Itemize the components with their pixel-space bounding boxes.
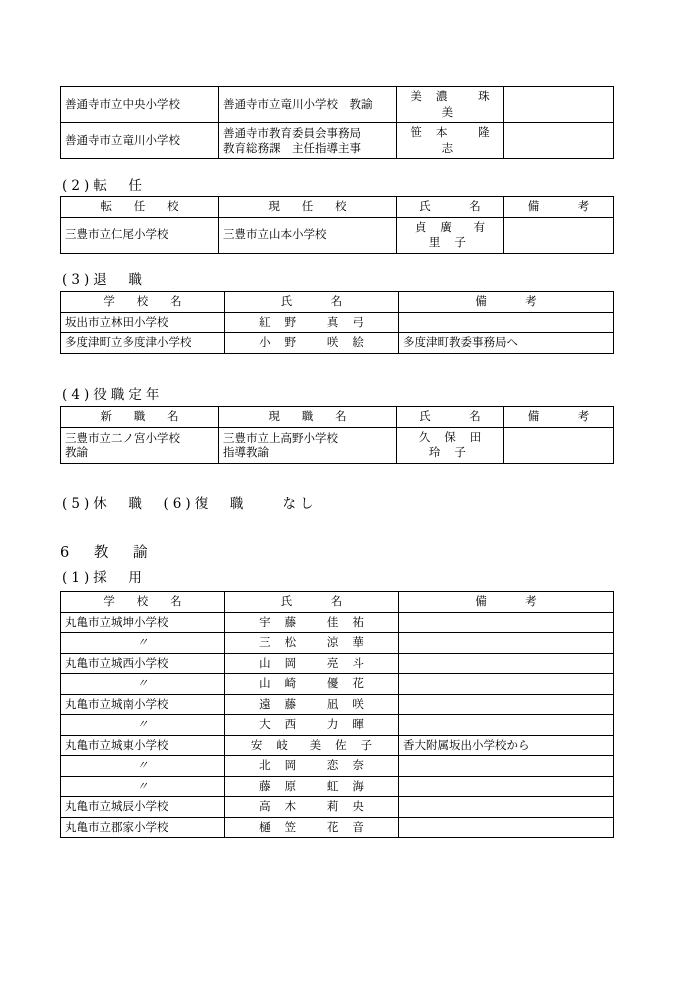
school-cell: 多度津町立多度津小学校 [61, 333, 225, 354]
column-header-remarks: 備 考 [504, 197, 614, 218]
table-row [61, 776, 614, 797]
section-heading-saiyo: (1)採 用 [62, 570, 146, 586]
section-heading-taishoku: (3)退 職 [62, 272, 146, 288]
person-name-cell: 高 木 莉 央 [225, 797, 399, 818]
school-cell-ditto: 〃 [61, 674, 225, 695]
remarks-cell [399, 612, 614, 633]
remarks-cell [399, 674, 614, 695]
table-row [61, 312, 614, 333]
saiyo-table [60, 591, 614, 838]
school-cell: 丸亀市立郡家小学校 [61, 817, 225, 838]
school-cell: 丸亀市立城東小学校 [61, 735, 225, 756]
school-cell: 丸亀市立城辰小学校 [61, 797, 225, 818]
remarks-cell: 多度津町教委事務局へ [399, 333, 614, 354]
table-row [61, 217, 614, 253]
person-name-cell: 笹 本 隆 志 [397, 123, 504, 159]
remarks-cell [399, 715, 614, 736]
continued-table-body [61, 87, 614, 159]
person-name-cell: 紅 野 真 弓 [225, 312, 399, 333]
column-header-current-post: 現 職 名 [219, 407, 397, 428]
table-row [61, 817, 614, 838]
person-name-cell: 山 崎 優 花 [225, 674, 399, 695]
tennin-table-body [61, 197, 614, 254]
column-header-current-school: 現 任 校 [219, 197, 397, 218]
remarks-cell [399, 817, 614, 838]
remarks-cell [399, 797, 614, 818]
person-name-cell: 美 濃 珠 美 [397, 87, 504, 123]
remarks-cell [399, 633, 614, 654]
current-post-cell [219, 123, 397, 159]
person-name-cell: 山 岡 亮 斗 [225, 653, 399, 674]
person-name-cell: 遠 藤 凪 咲 [225, 694, 399, 715]
column-header-transfer-school: 転 任 校 [61, 197, 219, 218]
current-post-line2: 指導教諭 [223, 445, 269, 460]
table-row [61, 633, 614, 654]
person-name-cell: 小 野 咲 絵 [225, 333, 399, 354]
person-name-cell: 安 岐 美 佐 子 [225, 735, 399, 756]
section-heading-6-kyoyu: 6 教 諭 [60, 545, 153, 561]
new-post-cell: 善通寺市立竜川小学校 [61, 123, 219, 159]
table-row [61, 756, 614, 777]
table-row [61, 715, 614, 736]
section-heading-tennin: (2)転 任 [62, 178, 146, 194]
current-post-cell [219, 427, 397, 463]
current-school-cell: 三豊市立山本小学校 [219, 217, 397, 253]
remarks-cell [399, 776, 614, 797]
remarks-cell [504, 87, 614, 123]
column-header-name: 氏 名 [397, 197, 504, 218]
new-post-line2: 教諭 [65, 445, 88, 460]
table-header-row [61, 292, 614, 313]
new-post-line1: 三豊市立二ノ宮小学校 [65, 430, 180, 445]
table-row [61, 694, 614, 715]
column-header-name: 氏 名 [225, 592, 399, 613]
school-cell-ditto: 〃 [61, 633, 225, 654]
taishoku-table [60, 291, 614, 354]
table-row [61, 427, 614, 463]
tennin-table [60, 196, 614, 254]
saiyo-table-body [61, 592, 614, 838]
person-name-cell: 久 保 田 玲 子 [397, 427, 504, 463]
person-name-cell: 貞 廣 有 里 子 [397, 217, 504, 253]
person-name-cell: 大 西 力 暉 [225, 715, 399, 736]
remarks-cell [399, 312, 614, 333]
table-row [61, 674, 614, 695]
school-cell: 丸亀市立城西小学校 [61, 653, 225, 674]
table-row [61, 612, 614, 633]
new-post-cell [61, 427, 219, 463]
table-row [61, 333, 614, 354]
transfer-school-cell: 三豊市立仁尾小学校 [61, 217, 219, 253]
school-cell: 坂出市立林田小学校 [61, 312, 225, 333]
person-name-cell: 三 松 涼 華 [225, 633, 399, 654]
kyushoku-fukushoku-line: (5)休 職 (6)復 職 なし [62, 496, 318, 512]
column-header-remarks: 備 考 [399, 592, 614, 613]
table-row [61, 735, 614, 756]
column-header-school: 学 校 名 [61, 592, 225, 613]
yakushoku-table-body [61, 407, 614, 464]
column-header-name: 氏 名 [225, 292, 399, 313]
table-row [61, 653, 614, 674]
school-cell-ditto: 〃 [61, 776, 225, 797]
person-name-cell: 北 岡 恋 奈 [225, 756, 399, 777]
table-row [61, 123, 614, 159]
current-post-cell: 善通寺市立竜川小学校 教諭 [219, 87, 397, 123]
table-header-row [61, 592, 614, 613]
taishoku-table-body [61, 292, 614, 354]
current-post-line1: 三豊市立上高野小学校 [223, 430, 338, 445]
remarks-cell [399, 756, 614, 777]
person-name-cell: 宇 藤 佳 祐 [225, 612, 399, 633]
table-row [61, 87, 614, 123]
school-cell: 丸亀市立城南小学校 [61, 694, 225, 715]
remarks-cell [399, 653, 614, 674]
new-post-cell: 善通寺市立中央小学校 [61, 87, 219, 123]
current-post-line2: 教育総務課 主任指導主事 [223, 140, 361, 155]
remarks-cell [504, 123, 614, 159]
person-name-cell: 樋 笠 花 音 [225, 817, 399, 838]
remarks-cell [504, 427, 614, 463]
section-heading-yakushoku-teinen: (4)役職定年 [62, 387, 164, 403]
table-header-row [61, 407, 614, 428]
school-cell-ditto: 〃 [61, 715, 225, 736]
remarks-cell [504, 217, 614, 253]
column-header-remarks: 備 考 [399, 292, 614, 313]
table-header-row [61, 197, 614, 218]
column-header-new-post: 新 職 名 [61, 407, 219, 428]
column-header-remarks: 備 考 [504, 407, 614, 428]
remarks-cell [399, 694, 614, 715]
current-post-line1: 善通寺市教育委員会事務局 [223, 126, 361, 141]
continued-transfer-table [60, 86, 614, 159]
school-cell: 丸亀市立城坤小学校 [61, 612, 225, 633]
column-header-school: 学 校 名 [61, 292, 225, 313]
table-row [61, 797, 614, 818]
school-cell-ditto: 〃 [61, 756, 225, 777]
remarks-cell: 香大附属坂出小学校から [399, 735, 614, 756]
yakushoku-teinen-table [60, 406, 614, 464]
person-name-cell: 藤 原 虹 海 [225, 776, 399, 797]
column-header-name: 氏 名 [397, 407, 504, 428]
